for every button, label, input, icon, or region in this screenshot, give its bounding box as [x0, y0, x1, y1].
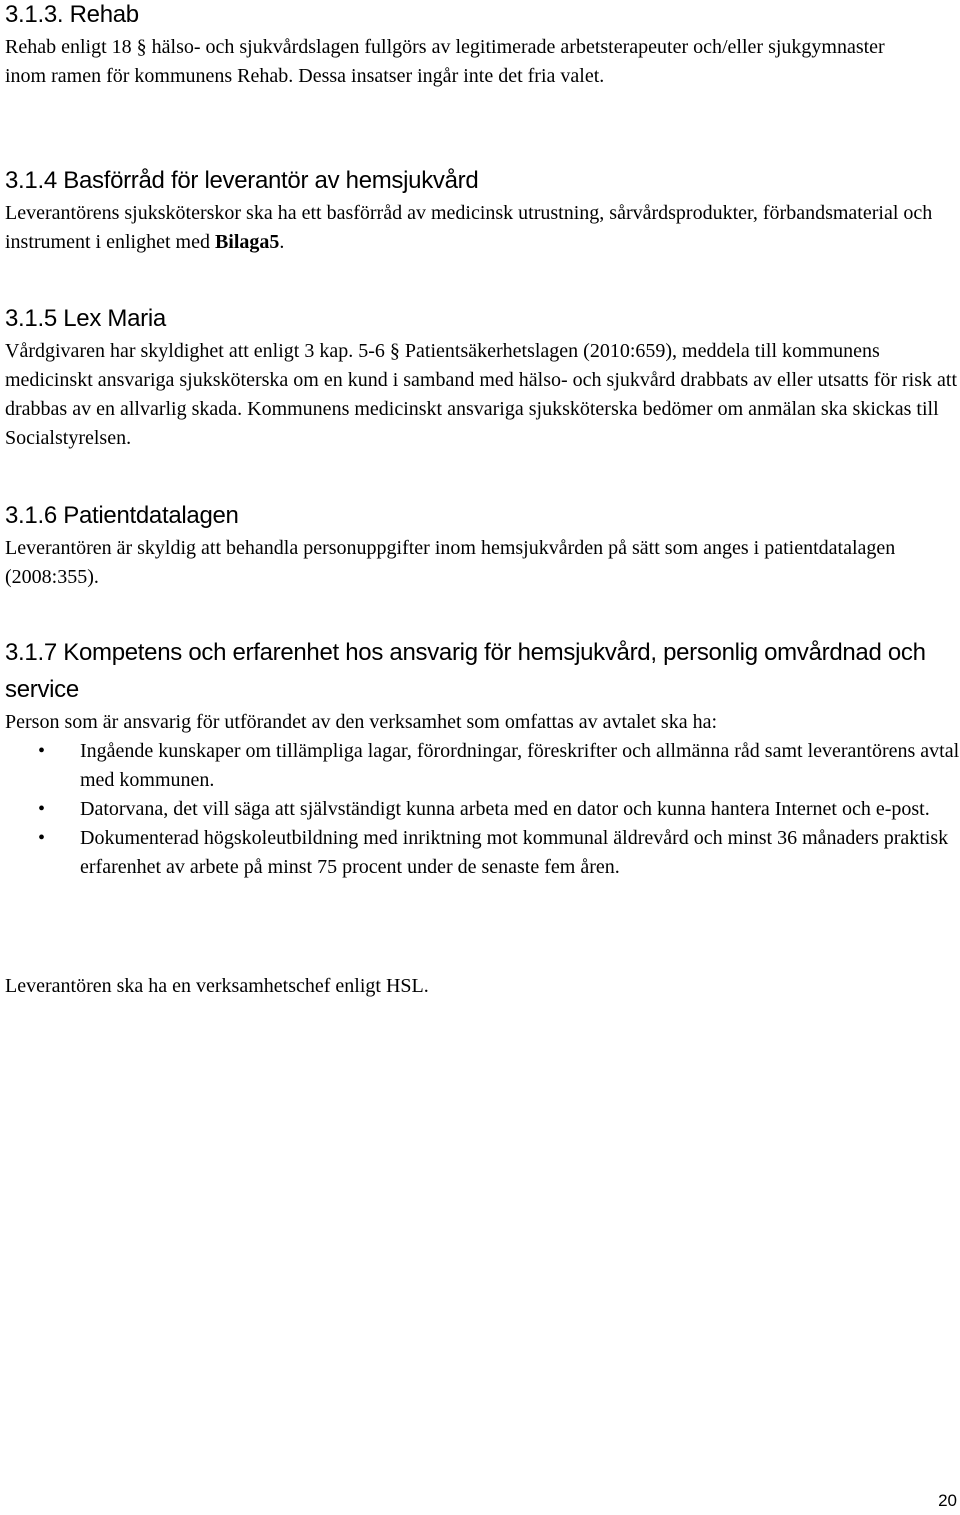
section-heading-kompetens: 3.1.7 Kompetens och erfarenhet hos ansvarig för hemsjukvård, personlig omvårdnad och service [5, 639, 926, 703]
closing-paragraph: Leverantören ska ha en verksamhetschef enligt HSL. [5, 975, 429, 997]
bullet-icon: • [38, 827, 46, 849]
section-heading-patientdatalagen: 3.1.6 Patientdatalagen [5, 502, 239, 529]
section-paragraph-lex-maria: Vårdgivaren har skyldighet att enligt 3 kap. 5-6 § Patientsäkerhetslagen (2010:659), meddela till kommunens medicinskt ansvariga sjuksköterska om en kund i samband med hälso- och sjukvård drabbats av eller utsatts för risk att drabbas av en allvarlig skada. Kommunens medicinskt ansvariga sjuksköterska bedömer om anmälan ska skickas till Socialstyrelsen. [5, 340, 958, 449]
section-patientdatalagen [5, 497, 957, 592]
list-item [5, 795, 960, 824]
section-heading-basforrad: 3.1.4 Basförråd för leverantör av hemsjukvård [5, 167, 479, 194]
page-number: 20 [938, 1491, 957, 1510]
list-item [5, 824, 960, 882]
bullet-icon: • [38, 740, 46, 762]
section-heading-lex-maria: 3.1.5 Lex Maria [5, 305, 166, 332]
section-basforrad [5, 162, 957, 257]
section-heading-rehab: 3.1.3. Rehab [5, 1, 139, 28]
attachment-reference: Bilaga5 [214, 231, 280, 253]
list-item [5, 737, 960, 795]
paragraph-text-end: . [279, 231, 285, 253]
paragraph-text: Leverantörens sjuksköterskor ska ha ett basförråd av medicinsk utrustning, sårvårdsprodukter, förbandsmaterial och instrument i enlighet med [5, 202, 933, 253]
section-paragraph-patientdatalagen: Leverantören är skyldig att behandla personuppgifter inom hemsjukvården på sätt som anges i patientdatalagen (2008:355). [5, 537, 896, 588]
section-paragraph-basforrad [5, 199, 957, 257]
list-item-text: Datorvana, det vill säga att självständigt kunna arbeta med en dator och kunna hantera Internet och e-post. [80, 798, 930, 820]
requirements-list [5, 737, 960, 882]
section-paragraph-rehab: Rehab enligt 18 § hälso- och sjukvårdslagen fullgörs av legitimerade arbetsterapeuter och/eller sjukgymnaster inom ramen för kommunens Rehab. Dessa insatser ingår inte det fria valet. [5, 36, 885, 87]
section-lex-maria [5, 300, 957, 453]
bullet-icon: • [38, 798, 46, 820]
section-kompetens [5, 634, 960, 882]
section-rehab [5, 0, 895, 91]
list-item-text: Ingående kunskaper om tillämpliga lagar, förordningar, föreskrifter och allmänna råd samt leverantörens avtal med kommunen. [80, 740, 960, 791]
list-item-text: Dokumenterad högskoleutbildning med inriktning mot kommunal äldrevård och minst 36 månaders praktisk erfarenhet av arbete på minst 75 procent under de senaste fem åren. [80, 827, 949, 878]
section-intro-kompetens: Person som är ansvarig för utförandet av den verksamhet som omfattas av avtalet ska ha: [5, 711, 718, 733]
